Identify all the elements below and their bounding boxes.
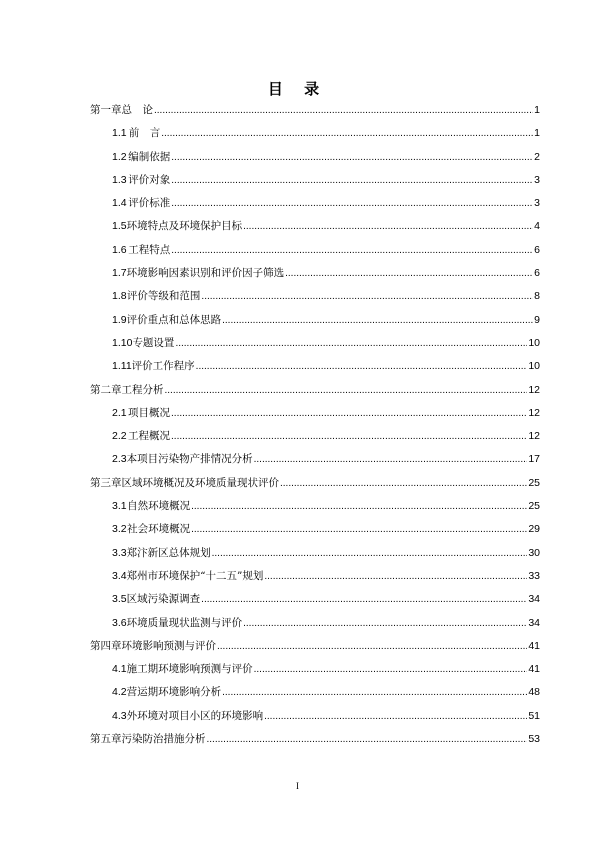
toc-chapter-entry[interactable] <box>90 638 540 661</box>
toc-section-entry[interactable] <box>90 591 540 614</box>
toc-section-entry[interactable] <box>90 451 540 474</box>
toc-entry-page: 6 <box>534 243 540 256</box>
toc-section-entry[interactable] <box>90 218 540 241</box>
table-of-contents <box>90 102 540 754</box>
toc-section-entry[interactable] <box>90 545 540 568</box>
toc-dot-leader <box>254 453 528 465</box>
toc-entry-number: 1.7 <box>112 267 127 280</box>
toc-entry-number: 1.10 <box>112 336 133 349</box>
toc-dot-leader <box>222 686 527 698</box>
toc-entry-page: 30 <box>528 546 540 559</box>
toc-section-entry[interactable] <box>90 195 540 218</box>
toc-dot-leader <box>217 640 527 652</box>
toc-entry-label: 编制依据 <box>128 150 171 163</box>
toc-entry-page: 1 <box>534 104 540 116</box>
toc-section-entry[interactable] <box>90 428 540 451</box>
toc-dot-leader <box>285 267 533 279</box>
toc-dot-leader <box>171 197 533 209</box>
page-footer-number: I <box>296 781 299 791</box>
toc-entry-number: 3.2 <box>112 523 127 536</box>
toc-entry-page: 12 <box>528 383 540 396</box>
toc-entry-label: 社会环境概况 <box>127 523 191 536</box>
toc-entry-page: 3 <box>534 197 540 210</box>
toc-entry-page: 1 <box>534 127 540 140</box>
toc-entry-page: 2 <box>534 150 540 163</box>
toc-section-entry[interactable] <box>90 125 540 148</box>
toc-entry-page: 48 <box>528 686 540 699</box>
toc-entry-label: 环境影响因素识别和评价因子筛选 <box>126 267 285 280</box>
toc-entry-number: 4.3 <box>112 709 127 722</box>
toc-entry-page: 10 <box>528 360 540 373</box>
toc-entry-label: 评价工作程序 <box>131 360 195 373</box>
toc-dot-leader <box>171 174 533 186</box>
toc-section-entry[interactable] <box>90 288 540 311</box>
toc-dot-leader <box>264 570 527 582</box>
toc-section-entry[interactable] <box>90 172 540 195</box>
toc-chapter-entry[interactable] <box>90 475 540 498</box>
toc-section-entry[interactable] <box>90 684 540 707</box>
toc-entry-label: 总 论 <box>121 104 153 116</box>
toc-section-entry[interactable] <box>90 498 540 521</box>
toc-dot-leader <box>201 290 533 302</box>
toc-entry-page: 25 <box>528 476 540 489</box>
toc-section-entry[interactable] <box>90 405 540 428</box>
toc-dot-leader <box>207 733 528 745</box>
toc-entry-label: 前 言 <box>128 127 161 140</box>
toc-section-entry[interactable] <box>90 615 540 638</box>
toc-section-entry[interactable] <box>90 521 540 544</box>
toc-dot-leader <box>280 477 527 489</box>
toc-entry-page: 41 <box>528 639 540 652</box>
toc-entry-label: 本项目污染物产排情况分析 <box>126 453 253 466</box>
toc-chapter-entry[interactable] <box>90 731 540 754</box>
toc-entry-label: 评价对象 <box>128 173 171 186</box>
toc-entry-label: 区域环境概况及环境质量现状评价 <box>121 476 279 489</box>
toc-entry-label: 评价标准 <box>128 197 171 210</box>
toc-entry-number: 第一章 <box>90 104 122 116</box>
toc-entry-number: 第四章 <box>90 639 122 652</box>
toc-entry-page: 29 <box>528 523 540 536</box>
toc-entry-label: 工程概况 <box>128 430 171 443</box>
toc-entry-number: 1.3 <box>112 173 127 186</box>
toc-entry-label: 郑州市环境保护“十二五”规划 <box>126 569 264 582</box>
toc-entry-number: 2.3 <box>112 453 127 466</box>
toc-entry-page: 51 <box>528 709 540 722</box>
toc-section-entry[interactable] <box>90 242 540 265</box>
toc-entry-page: 10 <box>528 336 540 349</box>
toc-entry-number: 1.9 <box>112 313 127 326</box>
toc-entry-page: 12 <box>528 430 540 443</box>
toc-entry-page: 25 <box>528 500 540 513</box>
toc-title: 目 录 <box>267 80 328 98</box>
toc-entry-label: 工程分析 <box>121 383 164 396</box>
toc-entry-number: 3.6 <box>112 616 127 629</box>
toc-entry-page: 41 <box>528 663 540 676</box>
toc-entry-number: 2.1 <box>112 406 127 419</box>
toc-dot-leader <box>171 430 527 442</box>
toc-entry-number: 3.1 <box>112 500 127 513</box>
toc-entry-label: 评价等级和范围 <box>126 290 201 303</box>
toc-dot-leader <box>201 593 527 605</box>
toc-entry-page: 34 <box>528 593 540 606</box>
toc-entry-number: 1.1 <box>112 127 127 140</box>
toc-chapter-entry[interactable] <box>90 102 540 125</box>
toc-dot-leader <box>243 220 533 232</box>
toc-entry-label: 区域污染源调查 <box>126 593 201 606</box>
toc-entry-label: 环境影响预测与评价 <box>121 639 216 652</box>
toc-entry-label: 评价重点和总体思路 <box>126 313 222 326</box>
toc-entry-label: 郑汴新区总体规划 <box>126 546 211 559</box>
toc-entry-number: 第三章 <box>90 476 122 489</box>
toc-dot-leader <box>171 407 527 419</box>
toc-dot-leader <box>264 710 527 722</box>
toc-entry-number: 1.5 <box>112 220 127 233</box>
toc-dot-leader <box>191 500 527 512</box>
toc-entry-page: 17 <box>528 453 540 466</box>
toc-dot-leader <box>171 244 533 256</box>
toc-section-entry[interactable] <box>90 568 540 591</box>
toc-entry-label: 项目概况 <box>128 406 171 419</box>
toc-entry-page: 8 <box>534 290 540 303</box>
toc-section-entry[interactable] <box>90 708 540 731</box>
toc-entry-number: 1.8 <box>112 290 127 303</box>
toc-entry-page: 33 <box>528 569 540 582</box>
toc-entry-number: 1.11 <box>112 360 132 373</box>
toc-entry-label: 外环境对项目小区的环境影响 <box>126 709 264 722</box>
toc-entry-page: 53 <box>528 733 540 746</box>
toc-dot-leader <box>165 384 528 396</box>
toc-entry-page: 4 <box>534 220 540 233</box>
toc-dot-leader <box>171 151 533 163</box>
toc-entry-label: 营运期环境影响分析 <box>126 686 222 699</box>
toc-entry-number: 1.6 <box>112 243 127 256</box>
toc-entry-number: 2.2 <box>112 430 127 443</box>
toc-entry-page: 12 <box>528 406 540 419</box>
toc-dot-leader <box>212 547 528 559</box>
toc-section-entry[interactable] <box>90 661 540 684</box>
toc-entry-label: 环境特点及环境保护目标 <box>126 220 243 233</box>
toc-entry-page: 9 <box>534 313 540 326</box>
toc-entry-label: 专题设置 <box>132 336 175 349</box>
toc-entry-number: 3.3 <box>112 546 127 559</box>
toc-entry-number: 第二章 <box>90 383 122 396</box>
toc-section-entry[interactable] <box>90 265 540 288</box>
toc-section-entry[interactable] <box>90 312 540 335</box>
toc-entry-page: 6 <box>534 267 540 280</box>
toc-dot-leader <box>161 127 533 139</box>
toc-dot-leader <box>175 337 527 349</box>
toc-section-entry[interactable] <box>90 335 540 358</box>
toc-entry-page: 34 <box>528 616 540 629</box>
toc-dot-leader <box>254 663 528 675</box>
toc-entry-number: 1.4 <box>112 197 127 210</box>
toc-entry-label: 污染防治措施分析 <box>121 733 206 746</box>
toc-section-entry[interactable] <box>90 358 540 381</box>
toc-dot-leader <box>243 617 527 629</box>
toc-entry-number: 3.5 <box>112 593 127 606</box>
toc-entry-label: 环境质量现状监测与评价 <box>126 616 243 629</box>
toc-entry-label: 工程特点 <box>128 243 171 256</box>
toc-entry-label: 施工期环境影响预测与评价 <box>126 663 253 676</box>
toc-section-entry[interactable] <box>90 149 540 172</box>
toc-dot-leader <box>196 360 528 372</box>
toc-dot-leader <box>222 314 533 326</box>
toc-entry-number: 4.2 <box>112 686 127 699</box>
toc-chapter-entry[interactable] <box>90 382 540 405</box>
toc-entry-number: 第五章 <box>90 733 122 746</box>
toc-entry-page: 3 <box>534 173 540 186</box>
toc-entry-number: 4.1 <box>112 663 127 676</box>
toc-dot-leader <box>191 523 527 535</box>
toc-entry-number: 1.2 <box>112 150 127 163</box>
toc-dot-leader <box>154 104 533 116</box>
toc-entry-label: 自然环境概况 <box>127 500 191 513</box>
toc-entry-number: 3.4 <box>112 569 127 582</box>
